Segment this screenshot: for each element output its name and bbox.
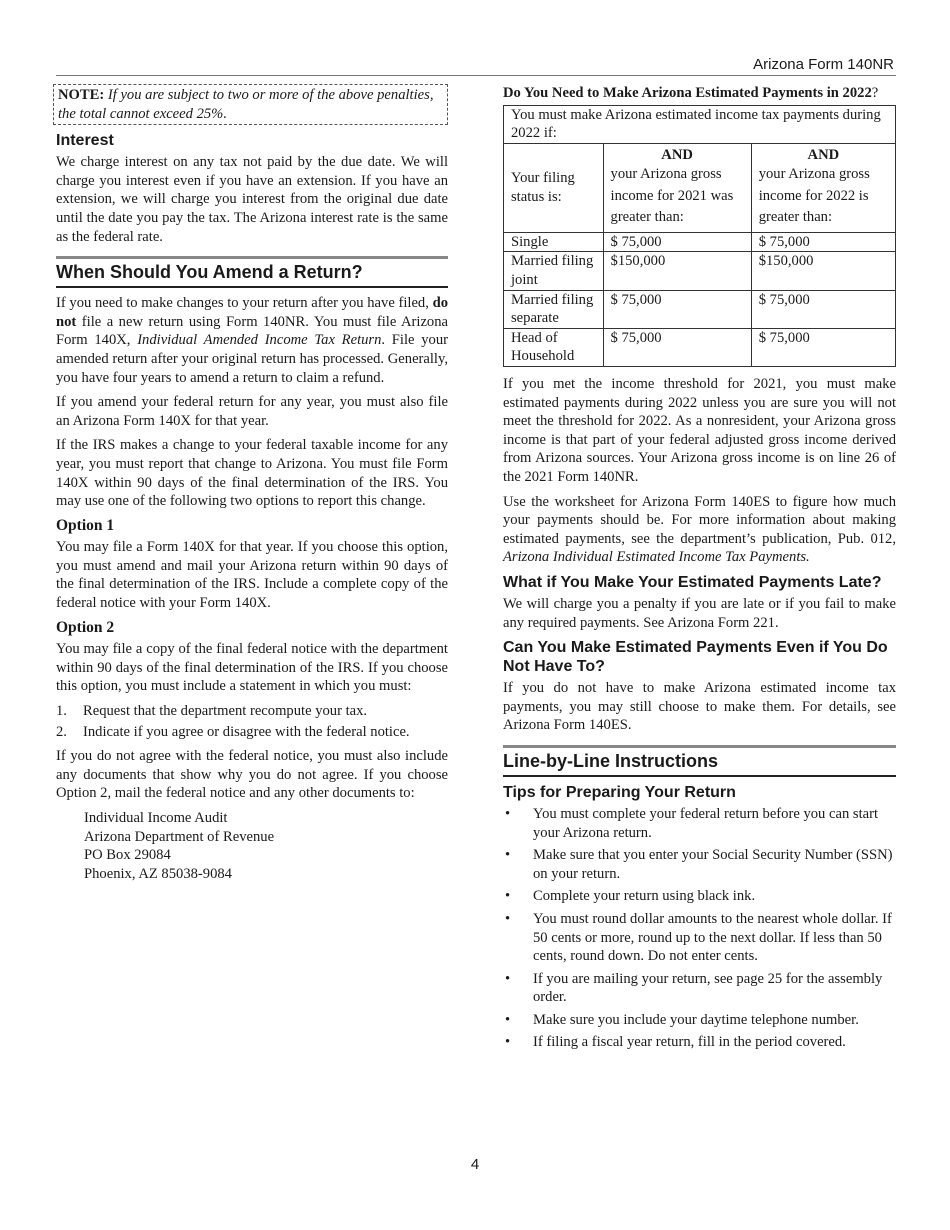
line-by-line-heading: Line-by-Line Instructions: [503, 745, 896, 777]
table-row: Married filing joint $150,000 $150,000: [504, 252, 896, 290]
and-label: AND: [603, 143, 751, 164]
optional-payments-heading: Can You Make Estimated Payments Even if You Do Not Have To?: [503, 639, 888, 676]
mailing-address: [84, 809, 448, 883]
address-line: PO Box 29084: [84, 847, 171, 864]
left-column: [56, 84, 448, 883]
header-rule: [56, 75, 896, 76]
tips-heading: Tips for Preparing Your Return: [503, 783, 736, 801]
right-column: [503, 84, 896, 1056]
note-label: NOTE:: [58, 87, 105, 103]
tips-list: [503, 805, 896, 1052]
list-item: • You must complete your federal return before you can start your Arizona return.: [505, 805, 879, 841]
estimated-payments-question: Do You Need to Make Arizona Estimated Payments in 2022?: [503, 85, 879, 101]
option2-text: You may file a copy of the final federal notice with the department within 90 days of the final determination of the IRS. If you choose this option, you must include a statement in which you must:: [56, 641, 448, 695]
estimated-payments-table: [503, 105, 896, 367]
worksheet-text: Use the worksheet for Arizona Form 140ES to figure how much your payments should be. For more information about making estimated payments, see the department’s publication, Pub. 012, Arizona Individual Estimated Income Tax Payments.: [503, 493, 896, 566]
list-item: • If you are mailing your return, see page 25 for the assembly order.: [505, 970, 883, 1006]
col-2021-header: your Arizona gross income for 2021 was greater than:: [603, 164, 751, 232]
table-row: Single $ 75,000 $ 75,000: [504, 232, 896, 252]
list-item: • If filing a fiscal year return, fill in the period covered.: [505, 1034, 846, 1051]
list-item: • Make sure that you enter your Social Security Number (SSN) on your return.: [505, 847, 893, 882]
and-label: AND: [751, 143, 895, 164]
list-item: • Make sure you include your daytime telephone number.: [505, 1011, 859, 1028]
option2-heading: Option 2: [56, 618, 115, 636]
amend-paragraph-1: If you need to make changes to your return after you have filed, do not file a new return using Form 140NR. You must file Arizona Form 140X, Individual Amended Income Tax Return. File your amended return after your original return has processed. Generally, you have four years to amend a return to claim a refund.: [56, 295, 448, 386]
list-item: • You must round dollar amounts to the nearest whole dollar. If 50 cents or more, round up to the next dollar. If less than 50 cents, round down. Do not enter cents.: [505, 910, 892, 965]
amend-heading: When Should You Amend a Return?: [56, 256, 448, 288]
statement-list: [56, 702, 448, 741]
interest-text: We charge interest on any tax not paid by the due date. We will charge you interest even if you have an extension. If you have an extension, we will charge you interest from the original due date until the date you pay the tax. The Arizona interest rate is the same as the federal rate.: [56, 154, 448, 245]
amend-paragraph-3: If the IRS makes a change to your federal taxable income for any year, you must report that change to Arizona. You must file Form 140X within 90 days of the final determination of the IRS. You may use one of the following two options to report this change.: [56, 437, 448, 510]
status-label: Your filing status is:: [504, 143, 604, 232]
late-payments-text: We will charge you a penalty if you are late or if you fail to make any required payments. See Arizona Form 221.: [503, 595, 896, 631]
address-line: Arizona Department of Revenue: [84, 828, 275, 845]
option1-text: You may file a Form 140X for that year. If you choose this option, you must amend and mail your Arizona return within 90 days of the final determination of the IRS. Include a complete copy of the federal notice with your Form 140X.: [56, 539, 448, 612]
list-item: 1. Request that the department recompute your tax.: [56, 703, 368, 720]
list-item: • Complete your return using black ink.: [505, 888, 756, 905]
address-line: Phoenix, AZ 85038-9084: [84, 865, 232, 882]
col-2022-header: your Arizona gross income for 2022 is greater than:: [751, 164, 895, 232]
penalty-note: [53, 84, 448, 125]
note-text: If you are subject to two or more of the above penalties, the total cannot exceed 25%.: [58, 87, 434, 122]
option1-heading: Option 1: [56, 516, 115, 534]
disagree-text: If you do not agree with the federal notice, you must also include any documents that show why you do not agree. If you choose Option 2, mail the federal notice and any other documents to:: [56, 748, 448, 802]
table-row: Married filing separate $ 75,000 $ 75,000: [504, 290, 896, 328]
interest-heading: Interest: [56, 132, 114, 150]
threshold-text: If you met the income threshold for 2021, you must make estimated payments during 2022 unless you are sure you will not meet the threshold for 2022. As a nonresident, your Arizona gross income is that part of your federal adjusted gross income derived from Arizona sources. Your Arizona gross income is on line 26 of the 2021 Form 140NR.: [503, 376, 896, 485]
optional-payments-text: If you do not have to make Arizona estimated income tax payments, you may still choose to make them. For details, see Arizona Form 140ES.: [503, 680, 896, 734]
address-line: Individual Income Audit: [84, 810, 228, 826]
page-number: 4: [470, 1156, 480, 1173]
list-item: 2. Indicate if you agree or disagree with the federal notice.: [56, 723, 410, 740]
table-row: Head of Household $ 75,000 $ 75,000: [504, 328, 896, 366]
form-header: Arizona Form 140NR: [753, 56, 894, 73]
late-payments-heading: What if You Make Your Estimated Payments Late?: [503, 573, 882, 591]
amend-paragraph-2: If you amend your federal return for any year, you must also file an Arizona Form 140X for that year.: [56, 394, 448, 429]
table-caption: You must make Arizona estimated income tax payments during 2022 if:: [504, 105, 896, 143]
